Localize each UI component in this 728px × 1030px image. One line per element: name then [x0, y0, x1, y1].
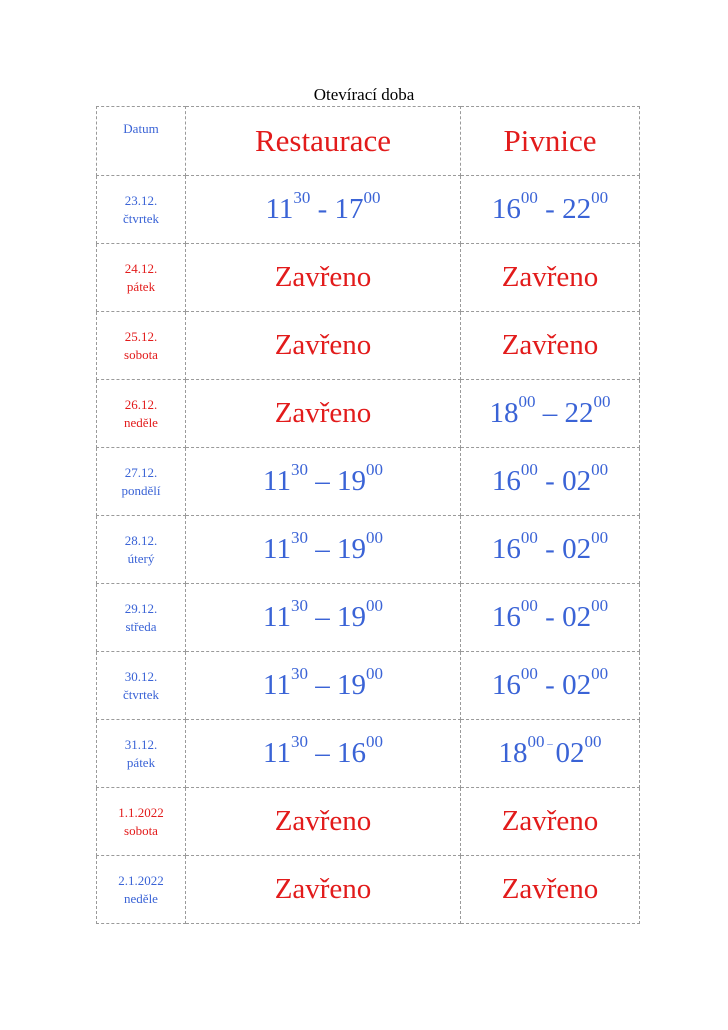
restaurant-hours-cell — [186, 312, 461, 380]
table-row — [97, 244, 640, 312]
date-label — [125, 737, 158, 770]
restaurant-time-range — [263, 596, 383, 633]
open-minute: 00 — [518, 392, 536, 412]
day-name: úterý — [127, 550, 155, 566]
pub-hours-cell — [461, 720, 640, 788]
table-row — [97, 448, 640, 516]
pub-time-range — [491, 596, 609, 633]
pub-time-range — [498, 732, 602, 769]
day-name: středa — [125, 618, 157, 634]
close-minute: 00 — [365, 732, 383, 752]
header-row — [97, 107, 640, 176]
pub-hours-cell — [461, 176, 640, 244]
restaurant-closed-label: Zavřeno — [274, 397, 372, 429]
open-minute: 00 — [520, 188, 538, 208]
time-separator: - — [310, 193, 335, 225]
pub-hours-cell — [461, 448, 640, 516]
time-separator: – — [307, 669, 337, 701]
close-hour: 02 — [562, 465, 592, 497]
day-name: pátek — [126, 754, 156, 770]
open-hour: 11 — [265, 193, 294, 225]
table-row — [97, 720, 640, 788]
restaurant-hours-cell — [186, 788, 461, 856]
date-cell — [97, 720, 186, 788]
open-minute: 00 — [520, 596, 538, 616]
close-hour: 22 — [562, 193, 592, 225]
restaurant-time-range — [263, 664, 383, 701]
date-cell — [97, 176, 186, 244]
close-hour: 02 — [562, 601, 592, 633]
open-minute: 30 — [290, 732, 308, 752]
date-label — [124, 397, 158, 430]
pub-hours-cell — [461, 856, 640, 924]
day-name: čtvrtek — [122, 686, 160, 702]
day-name: pondělí — [121, 482, 161, 498]
close-hour: 17 — [334, 193, 364, 225]
open-hour: 16 — [491, 533, 521, 565]
open-minute: 00 — [520, 664, 538, 684]
restaurant-hours-cell — [186, 584, 461, 652]
date-label — [118, 805, 164, 838]
close-hour: 02 — [562, 669, 592, 701]
restaurant-hours-cell — [186, 516, 461, 584]
date-cell — [97, 312, 186, 380]
date-label — [123, 193, 159, 226]
date-cell — [97, 652, 186, 720]
date-label — [125, 601, 158, 634]
date-cell — [97, 244, 186, 312]
date-label — [122, 465, 161, 498]
date-value: 24.12. — [124, 260, 158, 276]
header-pub-label: Pivnice — [503, 123, 597, 158]
pub-hours-cell — [461, 380, 640, 448]
pub-hours-cell — [461, 652, 640, 720]
close-minute: 00 — [591, 664, 609, 684]
open-minute: 30 — [290, 528, 308, 548]
date-label — [123, 669, 159, 702]
header-date-label: Datum — [123, 121, 159, 136]
pub-time-range — [491, 528, 609, 565]
date-label — [125, 261, 158, 294]
restaurant-closed-label: Zavřeno — [274, 805, 372, 837]
restaurant-time-range — [265, 188, 381, 225]
restaurant-time-range — [263, 732, 383, 769]
open-hour: 11 — [263, 669, 291, 701]
date-value: 25.12. — [124, 328, 158, 344]
date-cell — [97, 788, 186, 856]
open-hour: 16 — [491, 193, 521, 225]
date-value: 1.1.2022 — [118, 804, 164, 820]
close-hour: 16 — [336, 737, 366, 769]
day-name: sobota — [124, 346, 158, 362]
date-value: 30.12. — [124, 668, 158, 684]
open-minute: 00 — [520, 528, 538, 548]
restaurant-closed-label: Zavřeno — [274, 873, 372, 905]
date-value: 29.12. — [124, 600, 158, 616]
date-cell — [97, 380, 186, 448]
time-separator: – — [307, 465, 337, 497]
close-minute: 00 — [591, 596, 609, 616]
date-value: 28.12. — [124, 532, 158, 548]
open-hour: 16 — [491, 601, 521, 633]
close-minute: 00 — [591, 528, 609, 548]
close-minute: 00 — [584, 732, 602, 752]
table-row — [97, 380, 640, 448]
date-cell — [97, 448, 186, 516]
open-hour: 11 — [263, 737, 291, 769]
table-row — [97, 856, 640, 924]
open-minute: 30 — [290, 460, 308, 480]
open-hour: 11 — [263, 533, 291, 565]
table-row — [97, 652, 640, 720]
close-hour: 19 — [336, 465, 366, 497]
table-body — [97, 107, 640, 924]
restaurant-time-range — [263, 460, 383, 497]
header-restaurant-cell — [186, 107, 461, 176]
close-minute: 00 — [365, 460, 383, 480]
pub-closed-label: Zavřeno — [501, 805, 599, 837]
pub-hours-cell — [461, 516, 640, 584]
open-hour: 16 — [491, 669, 521, 701]
time-separator: – — [307, 737, 337, 769]
time-separator: - — [537, 465, 563, 497]
restaurant-hours-cell — [186, 856, 461, 924]
pub-hours-cell — [461, 788, 640, 856]
open-hour: 16 — [491, 465, 521, 497]
close-hour: 22 — [564, 397, 594, 429]
table-row — [97, 312, 640, 380]
table-row — [97, 176, 640, 244]
restaurant-time-range — [263, 528, 383, 565]
close-hour: 19 — [336, 533, 366, 565]
close-minute: 00 — [591, 460, 609, 480]
close-hour: 02 — [555, 737, 585, 769]
open-hour: 11 — [263, 465, 291, 497]
date-cell — [97, 516, 186, 584]
pub-closed-label: Zavřeno — [501, 329, 599, 361]
table-row — [97, 788, 640, 856]
open-hour: 18 — [489, 397, 519, 429]
date-value: 27.12. — [124, 464, 158, 480]
restaurant-hours-cell — [186, 720, 461, 788]
day-name: pátek — [126, 278, 156, 294]
day-name: neděle — [124, 890, 158, 906]
time-separator: – — [544, 738, 556, 751]
open-minute: 30 — [290, 664, 308, 684]
date-label — [125, 533, 158, 566]
time-separator: - — [537, 669, 563, 701]
open-minute: 00 — [527, 732, 545, 752]
close-minute: 00 — [365, 596, 383, 616]
restaurant-closed-label: Zavřeno — [274, 329, 372, 361]
open-hour: 11 — [263, 601, 291, 633]
pub-hours-cell — [461, 244, 640, 312]
date-value: 2.1.2022 — [118, 872, 164, 888]
restaurant-hours-cell — [186, 652, 461, 720]
page-title: Otevírací doba — [313, 85, 415, 104]
time-separator: - — [537, 533, 563, 565]
close-minute: 00 — [365, 528, 383, 548]
close-minute: 00 — [593, 392, 611, 412]
restaurant-hours-cell — [186, 448, 461, 516]
pub-time-range — [491, 188, 609, 225]
opening-hours-table — [96, 106, 640, 924]
date-value: 31.12. — [124, 736, 158, 752]
date-cell — [97, 584, 186, 652]
date-value: 23.12. — [124, 192, 158, 208]
pub-closed-label: Zavřeno — [501, 873, 599, 905]
date-cell — [97, 856, 186, 924]
close-minute: 00 — [363, 188, 381, 208]
pub-hours-cell — [461, 312, 640, 380]
close-hour: 19 — [336, 601, 366, 633]
restaurant-hours-cell — [186, 380, 461, 448]
close-hour: 02 — [562, 533, 592, 565]
table-row — [97, 516, 640, 584]
restaurant-closed-label: Zavřeno — [274, 261, 372, 293]
restaurant-hours-cell — [186, 244, 461, 312]
day-name: sobota — [124, 822, 158, 838]
open-minute: 30 — [293, 188, 311, 208]
restaurant-hours-cell — [186, 176, 461, 244]
header-date-cell — [97, 107, 186, 176]
open-minute: 00 — [520, 460, 538, 480]
time-separator: – — [535, 397, 565, 429]
time-separator: – — [307, 601, 337, 633]
time-separator: – — [307, 533, 337, 565]
day-name: čtvrtek — [122, 210, 160, 226]
pub-closed-label: Zavřeno — [501, 261, 599, 293]
table-row — [97, 584, 640, 652]
pub-time-range — [491, 664, 609, 701]
pub-time-range — [491, 460, 609, 497]
header-pub-cell — [461, 107, 640, 176]
header-restaurant-label: Restaurace — [255, 123, 391, 158]
date-label — [118, 873, 164, 906]
pub-hours-cell — [461, 584, 640, 652]
time-separator: - — [537, 601, 563, 633]
close-minute: 00 — [365, 664, 383, 684]
time-separator: - — [537, 193, 563, 225]
pub-time-range — [489, 392, 611, 429]
day-name: neděle — [124, 414, 158, 430]
close-minute: 00 — [591, 188, 609, 208]
date-label — [124, 329, 158, 362]
date-value: 26.12. — [124, 396, 158, 412]
open-minute: 30 — [290, 596, 308, 616]
open-hour: 18 — [498, 737, 528, 769]
close-hour: 19 — [336, 669, 366, 701]
